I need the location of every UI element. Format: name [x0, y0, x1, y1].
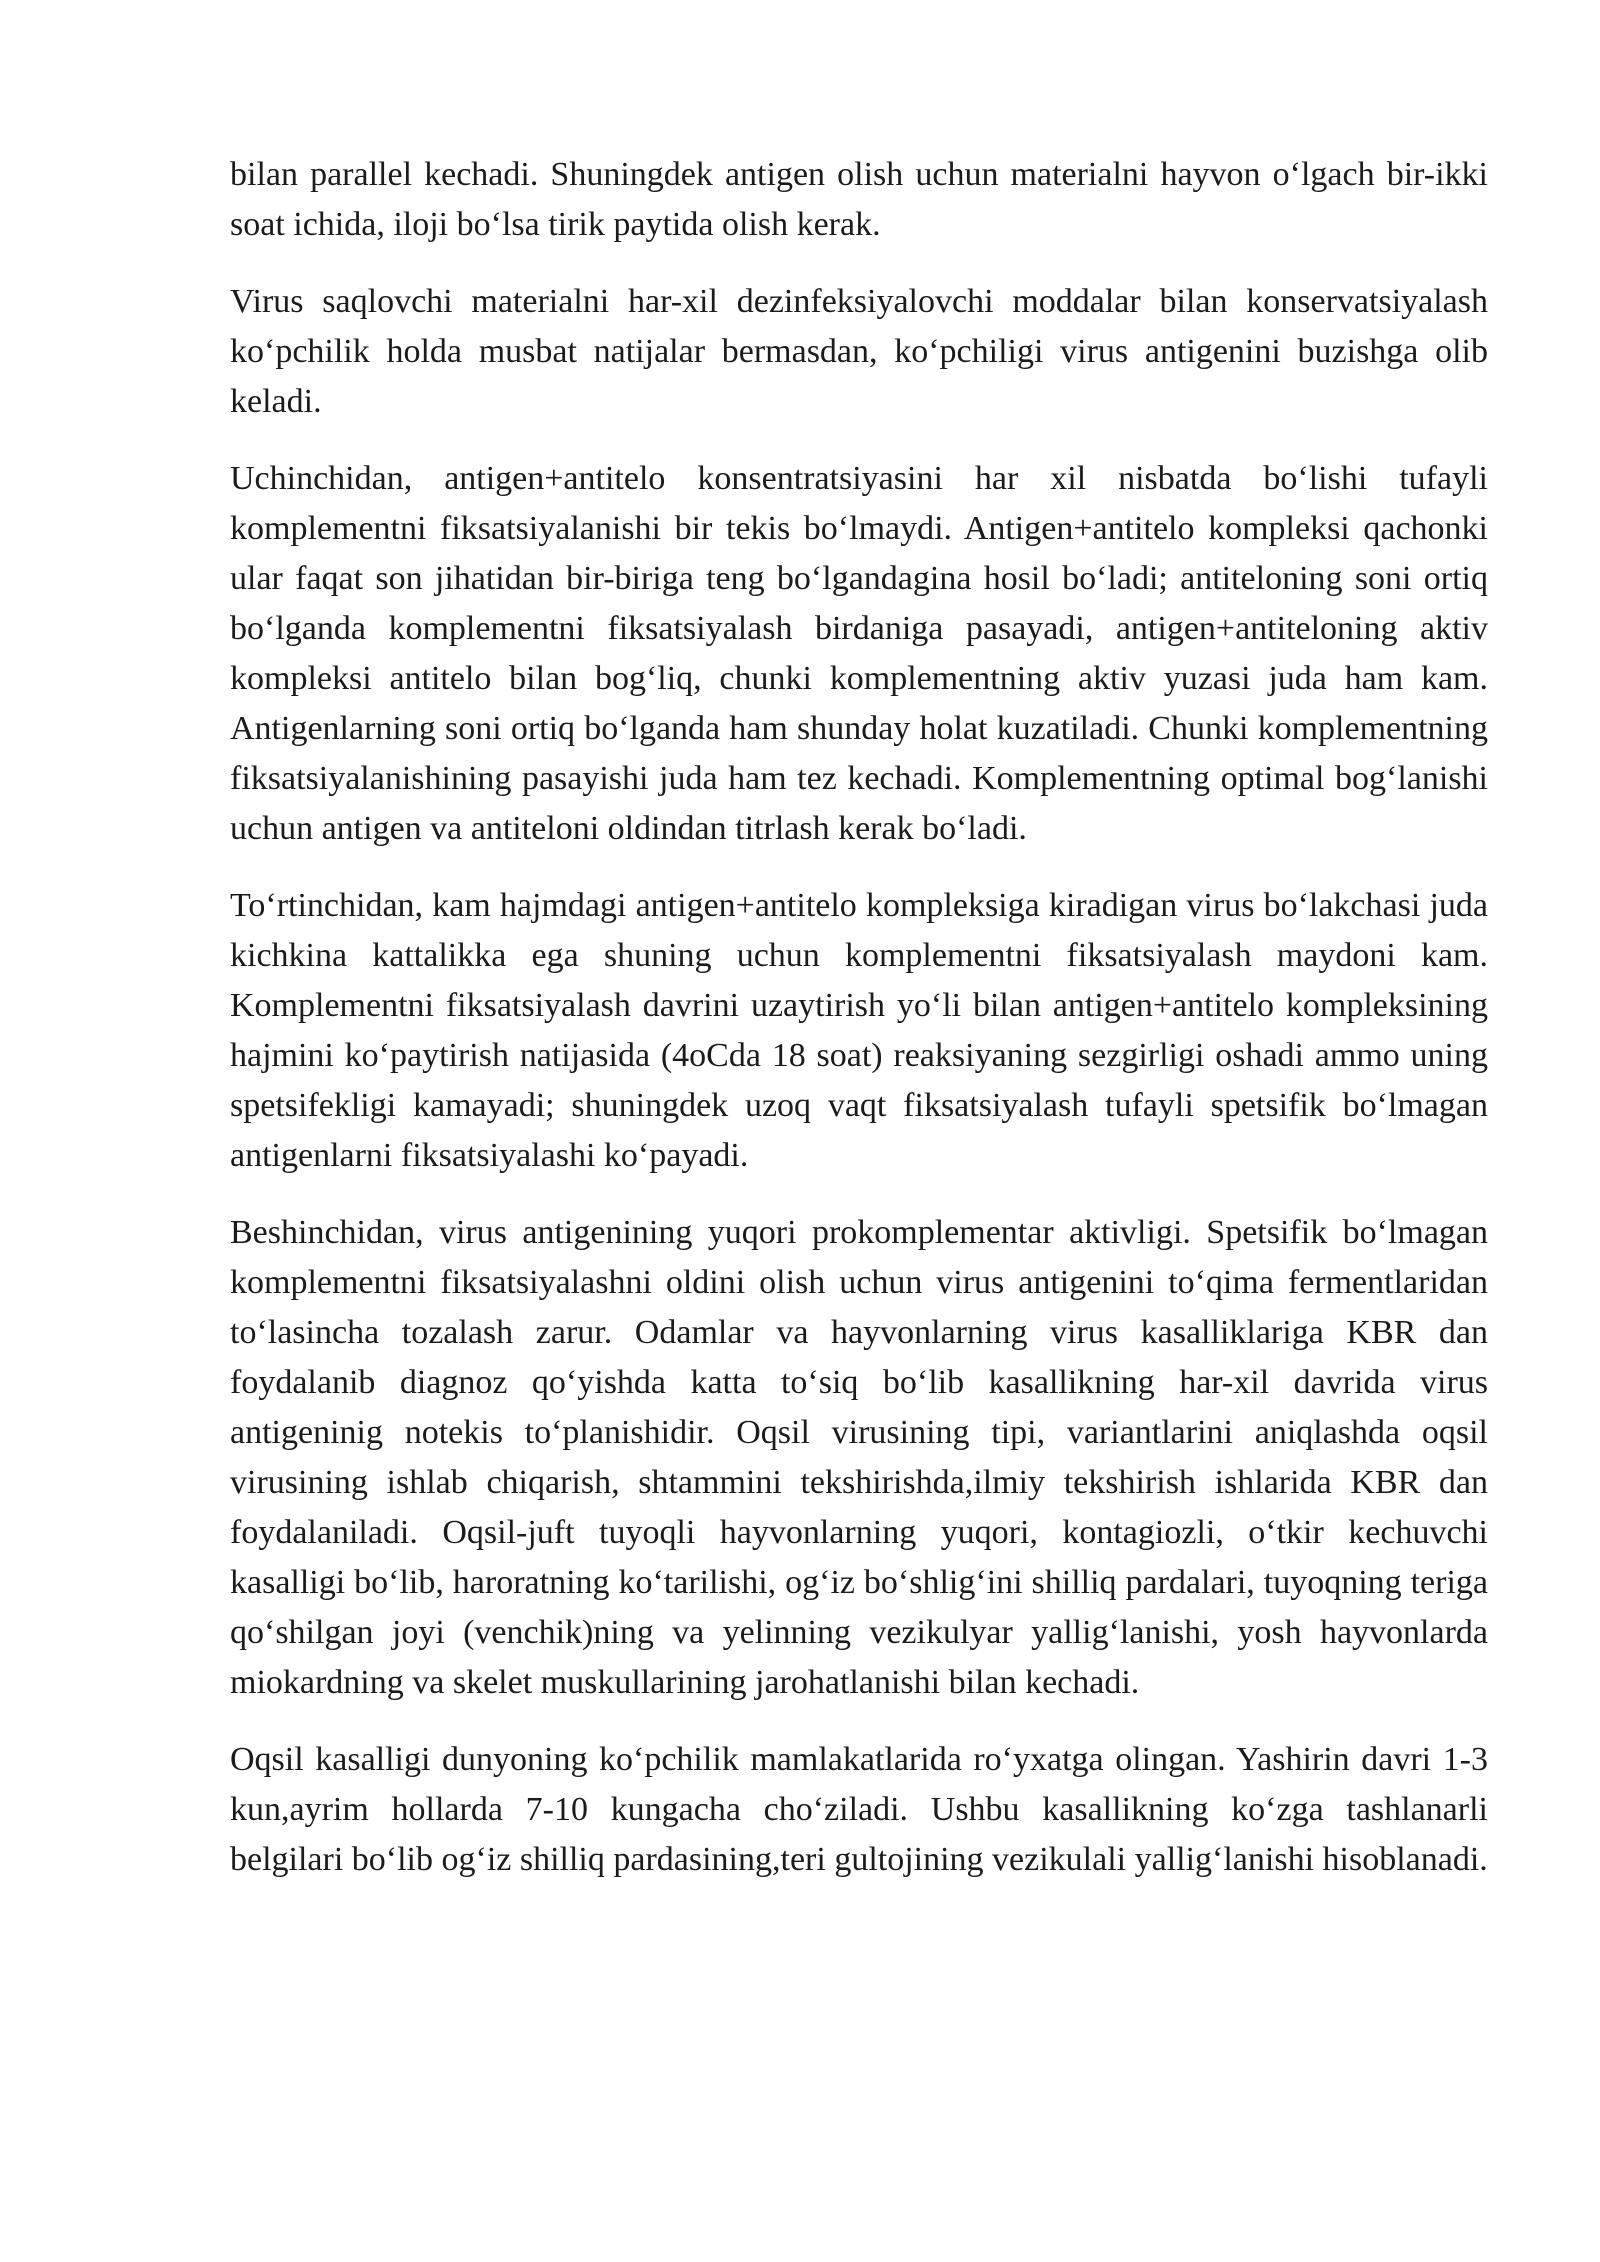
paragraph-fourth-factor: To‘rtinchidan, kam hajmdagi antigen+antitelo kompleksiga kiradigan virus bo‘lakchasi juda kichkina kattalikka ega shuning uchun komplementni fiksatsiyalash maydoni kam. Komplementni fiksatsiyalash davrini uzaytirish yo‘li bilan antigen+antitelo kompleksining hajmini ko‘paytirish natijasida (4oCda 18 soat) reaksiyaning sezgirligi oshadi ammo uning spetsifekligi kamayadi; shuningdek uzoq vaqt fiksatsiyalash tufayli spetsifik bo‘lmagan antigenlarni fiksatsiyalashi ko‘payadi.: [230, 887, 1488, 1174]
paragraph-antigen-collection: bilan parallel kechadi. Shuningdek antigen olish uchun materialni hayvon o‘lgach bir-ikki soat ichida, iloji bo‘lsa tirik paytida olish kerak.: [230, 156, 1488, 243]
paragraph-fifth-factor: Beshinchidan, virus antigenining yuqori prokomplementar aktivligi. Spetsifik bo‘lmagan komplementni fiksatsiyalashni oldini olish uchun virus antigenini to‘qima fermentlaridan to‘lasincha tozalash zarur. Odamlar va hayvonlarning virus kasalliklariga KBR dan foydalanib diagnoz qo‘yishda katta to‘siq bo‘lib kasallikning har-xil davrida virus antigeninig notekis to‘planishidir. Oqsil virusining tipi, variantlarini aniqlashda oqsil virusining ishlab chiqarish, shtammini tekshirishda,ilmiy tekshirish ishlarida KBR dan foydalaniladi. Oqsil-juft tuyoqli hayvonlarning yuqori, kontagiozli, o‘tkir kechuvchi kasalligi bo‘lib, haroratning ko‘tarilishi, og‘iz bo‘shlig‘ini shilliq pardalari, tuyoqning teriga qo‘shilgan joyi (venchik)ning va yelinning vezikulyar yallig‘lanishi, yosh hayvonlarda miokardning va skelet muskullarining jarohatlanishi bilan kechadi.: [230, 1214, 1488, 1701]
paragraph-virus-material: Virus saqlovchi materialni har-xil dezinfeksiyalovchi moddalar bilan konservatsiyalash ko‘pchilik holda musbat natijalar bermasdan, ko‘pchiligi virus antigenini buzishga olib keladi.: [230, 283, 1488, 420]
paragraph-foot-and-mouth: Oqsil kasalligi dunyoning ko‘pchilik mamlakatlarida ro‘yxatga olingan. Yashirin davri 1-3 kun,ayrim hollarda 7-10 kungacha cho‘ziladi. Ushbu kasallikning ko‘zga tashlanarli belgilari bo‘lib og‘iz shilliq pardasining,teri gultojining vezikulali yallig‘lanishi hisoblanadi.: [230, 1741, 1488, 1878]
document-body: [230, 150, 1488, 1912]
paragraph-third-factor: Uchinchidan, antigen+antitelo konsentratsiyasini har xil nisbatda bo‘lishi tufayli komplementni fiksatsiyalanishi bir tekis bo‘lmaydi. Antigen+antitelo kompleksi qachonki ular faqat son jihatidan bir-biriga teng bo‘lgandagina hosil bo‘ladi; antiteloning soni ortiq bo‘lganda komplementni fiksatsiyalash birdaniga pasayadi, antigen+antiteloning aktiv kompleksi antitelo bilan bog‘liq, chunki komplementning aktiv yuzasi juda ham kam. Antigenlarning soni ortiq bo‘lganda ham shunday holat kuzatiladi. Chunki komplementning fiksatsiyalanishining pasayishi juda ham tez kechadi. Komplementning optimal bog‘lanishi uchun antigen va antiteloni oldindan titrlash kerak bo‘ladi.: [230, 460, 1488, 847]
